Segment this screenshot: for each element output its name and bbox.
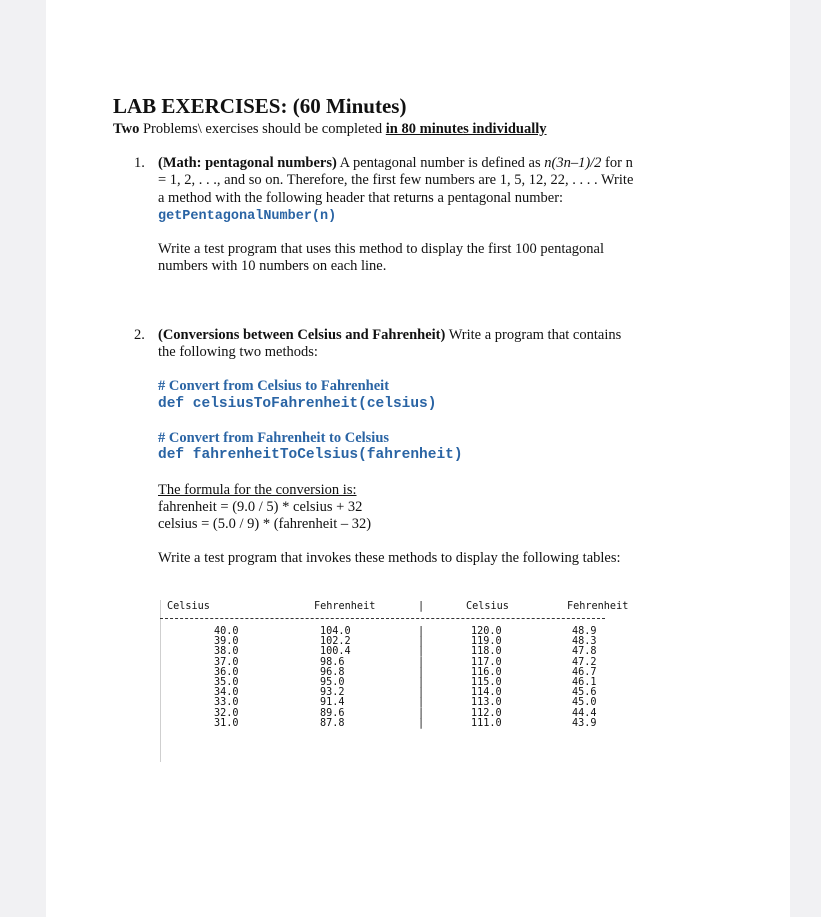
table-left-border — [160, 600, 161, 762]
subtitle-bold: Two — [113, 121, 140, 137]
column-celsius-1: 40.0 39.0 38.0 37.0 36.0 35.0 34.0 33.0 32.0 31.0 — [214, 626, 239, 729]
subtitle-underlined: in 80 minutes individually — [385, 121, 547, 137]
header-separator: | — [418, 601, 425, 612]
problem1-test-text: Write a test program that uses this method to display the first 100 pentagonal numbers with 10 numbers on each line. — [158, 241, 605, 275]
formula-celsius: celsius = (5.0 / 9) * (fahrenheit – 32) — [158, 516, 372, 532]
column-fahrenheit-2: 48.9 48.3 47.8 47.2 46.7 46.1 45.6 45.0 44.4 43.9 — [572, 626, 597, 729]
formula-fahrenheit: fahrenheit = (9.0 / 5) * celsius + 32 — [158, 499, 363, 515]
header-celsius-2: Celsius — [466, 601, 509, 612]
problem1-code: getPentagonalNumber(n) — [158, 208, 337, 224]
problem1-heading: (Math: pentagonal numbers) — [158, 155, 337, 171]
conversion-table — [160, 594, 629, 761]
header-fahrenheit-1: Fehrenheit — [314, 601, 376, 612]
problem2-number: 2. — [134, 327, 145, 343]
subtitle — [113, 121, 547, 138]
formula-heading: The formula for the conversion is: — [158, 482, 357, 498]
code-fahrenheit-to-celsius: def fahrenheitToCelsius(fahrenheit) — [158, 447, 463, 463]
problem1-number: 1. — [134, 155, 145, 171]
problem1-formula: n(3n–1)/2 — [544, 155, 602, 171]
header-divider — [160, 618, 605, 619]
column-separator: | | | | | | | | | | — [418, 626, 425, 729]
problem2-heading: (Conversions between Celsius and Fahrenheit) — [158, 327, 446, 343]
problem1-text1: A pentagonal number is defined as — [336, 155, 545, 171]
page-title: LAB EXERCISES: (60 Minutes) — [113, 94, 407, 118]
column-celsius-2: 120.0 119.0 118.0 117.0 116.0 115.0 114.0 113.0 112.0 111.0 — [471, 626, 502, 729]
code-celsius-to-fahrenheit: def celsiusToFahrenheit(celsius) — [158, 396, 437, 412]
problem2-text — [158, 327, 638, 362]
problem2-test-text: Write a test program that invokes these methods to display the following tables: — [158, 550, 621, 566]
header-celsius-1: Celsius — [167, 601, 210, 612]
column-fahrenheit-1: 104.0 102.2 100.4 98.6 96.8 95.0 93.2 91.4 89.6 87.8 — [320, 626, 351, 729]
comment-fahrenheit-to-celsius: # Convert from Fahrenheit to Celsius — [158, 430, 390, 446]
problem2-intro: Write a program that contains the following two methods: — [158, 327, 622, 361]
problem1-text — [158, 155, 638, 225]
header-fahrenheit-2: Fehrenheit — [567, 601, 629, 612]
problem1-text2: for n = 1, 2, . . ., and so on. Therefore, the first few numbers are 1, 5, 12, 22, . . . . Write a method with the following header that returns a pentagonal number: — [158, 155, 634, 206]
comment-celsius-to-fahrenheit: # Convert from Celsius to Fahrenheit — [158, 378, 390, 394]
subtitle-middle: Problems\ exercises should be completed — [139, 121, 386, 137]
